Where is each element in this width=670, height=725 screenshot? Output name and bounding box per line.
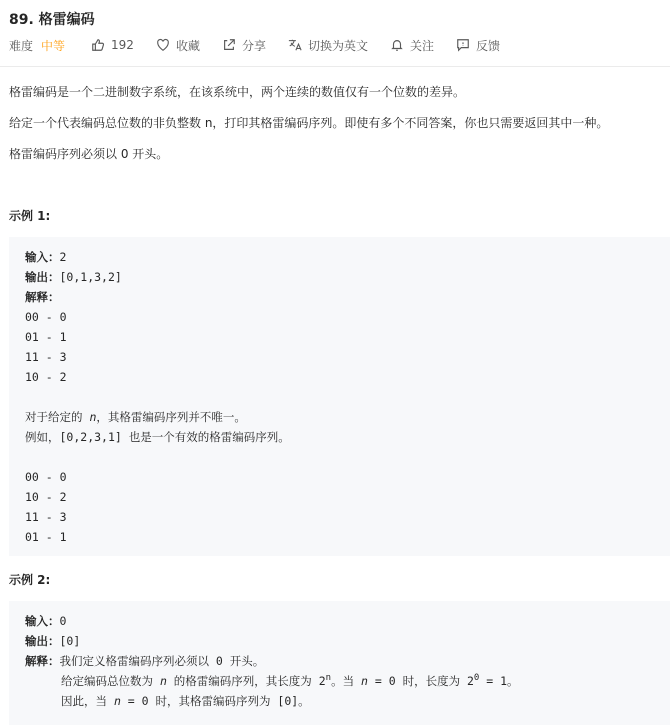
explain-label: 解释： [25, 654, 60, 668]
note-line-2: 例如，[0,2,3,1] 也是一个有效的格雷编码序列。 [25, 430, 290, 444]
heart-icon [156, 38, 170, 52]
sequence-line: 11 - 3 [25, 510, 67, 524]
superscript: n [325, 673, 332, 684]
input-value: 0 [59, 614, 67, 628]
switch-language-button[interactable] [288, 37, 368, 54]
note-text: ，其格雷编码序列并不唯一。 [96, 410, 246, 424]
difficulty-label: 难度 [9, 38, 34, 53]
explain-text: 的格雷编码序列，其长度为 2 [166, 674, 326, 688]
example-1-output-line [25, 267, 654, 287]
example-1-input-line [25, 247, 654, 267]
sequence-line: 00 - 0 [25, 470, 67, 484]
variable-n: n [361, 674, 368, 688]
variable-n: n [159, 674, 167, 688]
example-1-code-block [9, 237, 670, 556]
bell-icon [390, 38, 404, 52]
favorite-button[interactable] [156, 37, 200, 54]
output-label: 输出： [25, 634, 60, 648]
sequence-line: 00 - 0 [25, 310, 67, 324]
description-paragraph-1: 格雷编码是一个二进制数字系统，在该系统中，两个连续的数值仅有一个位数的差异。 [9, 85, 466, 99]
example-2-output-line [25, 631, 654, 651]
output-value: [0,1,3,2] [59, 270, 122, 284]
explain-text: = 1。 [479, 674, 519, 688]
output-value: [0] [59, 634, 81, 648]
sequence-line: 10 - 2 [25, 370, 67, 384]
blank-line [25, 387, 654, 407]
description-paragraph-2: 给定一个代表编码总位数的非负整数 n，打印其格雷编码序列。即使有多个不同答案，你也只需要返回其中一种。 [9, 116, 609, 130]
example-2-code-block [9, 601, 670, 725]
share-button[interactable] [222, 37, 266, 54]
like-count: 192 [111, 38, 134, 52]
blank-line [25, 447, 654, 467]
explain-text: = 0 时，其格雷编码序列为 [0]。 [120, 694, 310, 708]
thumbs-up-icon [91, 38, 105, 52]
explain-text: = 0 时，长度为 2 [367, 674, 474, 688]
switch-language-label: 切换为英文 [307, 38, 368, 53]
note-text: 对于给定的 [25, 410, 90, 424]
favorite-label: 收藏 [175, 38, 200, 53]
feedback-button[interactable] [456, 37, 500, 54]
output-label: 输出： [25, 270, 60, 284]
example-1-explain-line [25, 287, 654, 307]
share-icon [222, 38, 236, 52]
explain-text: 我们定义格雷编码序列必须以 0 开头。 [59, 654, 265, 668]
sequence-line: 10 - 2 [25, 490, 67, 504]
sequence-line: 11 - 3 [25, 350, 67, 364]
variable-n: n [89, 410, 97, 424]
input-label: 输入： [25, 614, 60, 628]
problem-title: 89. 格雷编码 [9, 12, 95, 28]
input-value: 2 [59, 250, 67, 264]
input-label: 输入： [25, 250, 60, 264]
problem-meta-bar [9, 36, 522, 54]
description-paragraph-3: 格雷编码序列必须以 0 开头。 [9, 147, 169, 161]
explain-line-3 [25, 691, 654, 711]
explain-label: 解释： [25, 290, 60, 304]
follow-label: 关注 [409, 38, 434, 53]
variable-n: n [113, 694, 121, 708]
difficulty-badge: 中等 [41, 38, 66, 53]
example-2-input-line [25, 611, 654, 631]
explain-text: 因此，当 [61, 694, 114, 708]
feedback-label: 反馈 [476, 38, 501, 53]
feedback-icon [456, 38, 470, 52]
note-line-1 [25, 407, 654, 427]
header-divider [0, 66, 670, 67]
sequence-line: 01 - 1 [25, 330, 67, 344]
example-2-explain-line [25, 651, 654, 671]
translate-icon [288, 38, 302, 52]
sequence-line: 01 - 1 [25, 530, 67, 544]
superscript: 0 [473, 673, 480, 684]
explain-text: 给定编码总位数为 [61, 674, 160, 688]
share-label: 分享 [241, 38, 266, 53]
example-2-title: 示例 2: [9, 573, 51, 587]
example-1-title: 示例 1: [9, 209, 51, 223]
like-button[interactable] [91, 38, 134, 52]
explain-line-2 [25, 671, 654, 691]
explain-text: 。当 [331, 674, 362, 688]
follow-button[interactable] [390, 37, 434, 54]
